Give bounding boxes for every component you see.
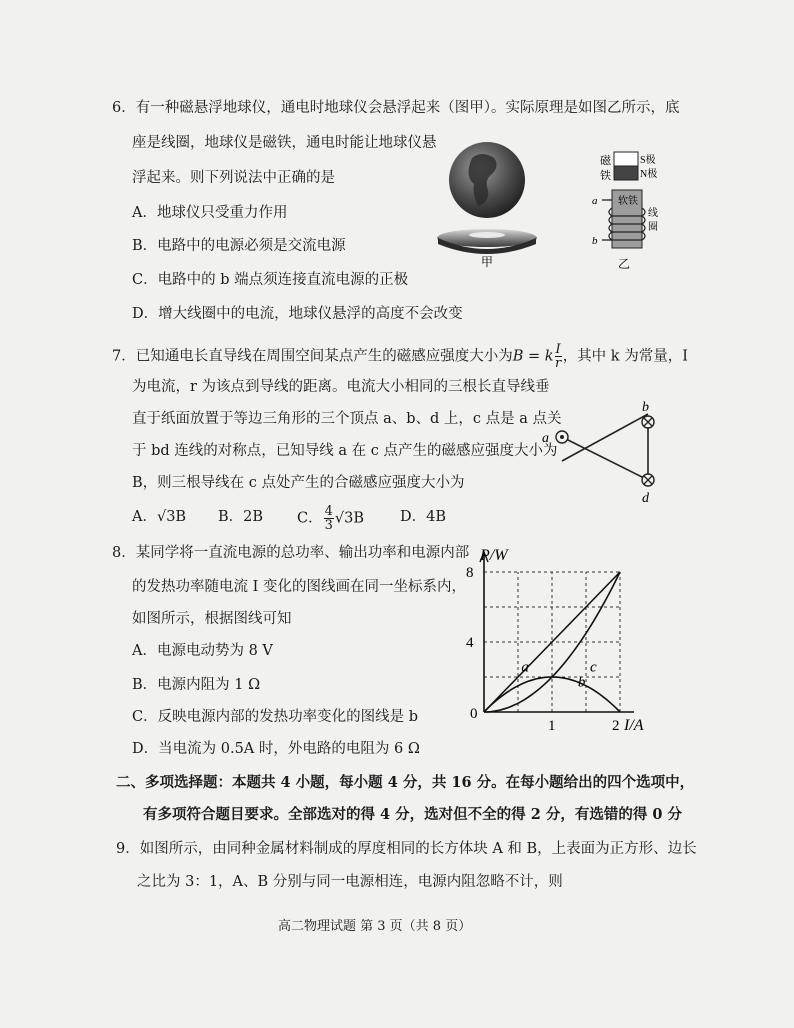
q7-option-c-fraction — [324, 505, 334, 532]
triangle-side-ad — [562, 437, 648, 480]
q7-formula-fraction — [555, 343, 562, 370]
q8-option-a: A．电源电动势为 8 V — [132, 643, 273, 659]
figure-yi-caption: 乙 — [617, 257, 631, 271]
q8-option-d: D．当电流为 0.5A 时，外电路的电阻为 6 Ω — [132, 741, 420, 757]
q6-option-d: D．增大线圈中的电流，地球仪悬浮的高度不会改变 — [132, 306, 463, 322]
vertex-label-d: d — [642, 491, 649, 506]
q9-line-2: 之比为 3：1，A、B 分别与同一电源相连，电源内阻忽略不计，则 — [137, 874, 563, 890]
series-line-b — [484, 677, 620, 712]
q6-option-a: A．地球仪只受重力作用 — [132, 205, 288, 221]
q6-line-1: 6．有一种磁悬浮地球仪，通电时地球仪会悬浮起来（图甲）。实际原理是如图乙所示，底 — [112, 100, 680, 116]
y-axis-label: P/W — [480, 547, 508, 564]
wire-a-dot — [560, 435, 564, 439]
vertex-label-b: b — [642, 400, 649, 415]
q7-line-1 — [112, 343, 688, 370]
coil-end-a-label: a — [592, 195, 598, 207]
tick-label: 4 — [466, 635, 474, 651]
s-pole-label: S极 — [640, 155, 656, 166]
triangle-side-ab — [562, 414, 648, 461]
tick-label: 2 — [612, 718, 620, 734]
magnet-n-block — [614, 166, 638, 180]
figure-yi-coil — [580, 148, 680, 274]
q7-option-d: D．4B — [400, 509, 447, 525]
q6-line-2: 座是线圈，地球仪是磁铁，通电时能让地球仪悬 — [132, 135, 437, 151]
magnet-s-block — [614, 152, 638, 166]
figure-jia-caption: 甲 — [480, 255, 494, 269]
series-label-b: b — [577, 674, 586, 691]
q6-option-b: B．电路中的电源必须是交流电源 — [132, 238, 346, 254]
figure-q7-triangle — [536, 398, 666, 510]
q6-line-3: 浮起来。则下列说法中正确的是 — [132, 170, 335, 186]
magnet-label-1: 磁 — [600, 155, 611, 167]
q7-line-2: 为电流，r 为该点到导线的距离。电流大小相同的三根长直导线垂 — [132, 379, 550, 395]
q7-option-c-prefix: C． — [297, 510, 323, 527]
q7-line-3: 直于纸面放置于等边三角形的三个顶点 a、b、d 上，c 点是 a 点关 — [132, 411, 562, 427]
coil-label-1: 线 — [648, 208, 658, 219]
q7-option-c-numerator: 4 — [324, 504, 333, 519]
q7-formula-denominator: r — [555, 356, 562, 371]
q8-option-c: C．反映电源内部的发热功率变化的图线是 b — [132, 709, 418, 725]
q7-formula-numerator: I — [555, 342, 561, 357]
section-2-instructions: 有多项符合题目要求。全部选对的得 4 分，选对但不全的得 2 分，有选错的得 0 分 — [143, 806, 683, 823]
vertex-label-a: a — [542, 431, 549, 446]
q6-option-c: C．电路中的 b 端点须连接直流电源的正极 — [132, 272, 409, 288]
coil-label-2: 圈 — [648, 222, 658, 233]
tick-label: 0 — [470, 706, 478, 722]
x-axis-label: I/A — [624, 717, 644, 734]
figure-jia-globe — [432, 136, 542, 270]
q7-option-c-denominator: 3 — [324, 518, 333, 533]
q7-formula-lhs: B = k — [512, 348, 554, 365]
q8-line-2: 的发热功率随电流 I 变化的图线画在同一坐标系内， — [132, 579, 466, 595]
q7-line-1-text: 7．已知通电长直导线在周围空间某点产生的磁感应强度大小为 — [112, 348, 513, 365]
q7-option-b: B．2B — [218, 509, 264, 525]
magnet-label-2: 铁 — [600, 170, 611, 182]
q7-option-c — [297, 505, 364, 532]
section-2-heading: 二、多项选择题：本题共 4 小题，每小题 4 分，共 16 分。在每小题给出的四个选项中， — [116, 774, 695, 791]
q8-line-1: 8．某同学将一直流电源的总功率、输出功率和电源内部 — [112, 545, 470, 561]
globe-base-top — [469, 232, 505, 238]
q7-line-5: B，则三根导线在 c 点处产生的合磁感应强度大小为 — [132, 475, 465, 491]
n-pole-label: N极 — [640, 169, 658, 180]
coil-end-b-label: b — [592, 235, 598, 247]
page-footer: 高二物理试题 第 3 页（共 8 页） — [278, 919, 472, 934]
iron-core-label: 软铁 — [618, 196, 638, 207]
q7-option-a: A．√3B — [132, 509, 187, 525]
q9-line-1: 9．如图所示，由同种金属材料制成的厚度相同的长方体块 A 和 B，上表面为正方形、边长 — [116, 841, 697, 857]
tick-label: 8 — [466, 565, 474, 581]
tick-label: 1 — [548, 718, 556, 734]
q7-option-c-tail: √3B — [334, 510, 365, 527]
q8-line-3: 如图所示，根据图线可知 — [132, 611, 292, 627]
series-label-a: a — [521, 659, 529, 676]
series-label-c: c — [590, 659, 597, 676]
q8-option-b: B．电源内阻为 1 Ω — [132, 677, 261, 693]
q7-line-1-tail: ，其中 k 为常量，I — [562, 348, 688, 365]
power-current-chart — [432, 542, 662, 768]
chart-axes — [480, 552, 634, 712]
q7-line-4: 于 bd 连线的对称点，已知导线 a 在 c 点产生的磁感应强度大小为 — [132, 443, 558, 459]
